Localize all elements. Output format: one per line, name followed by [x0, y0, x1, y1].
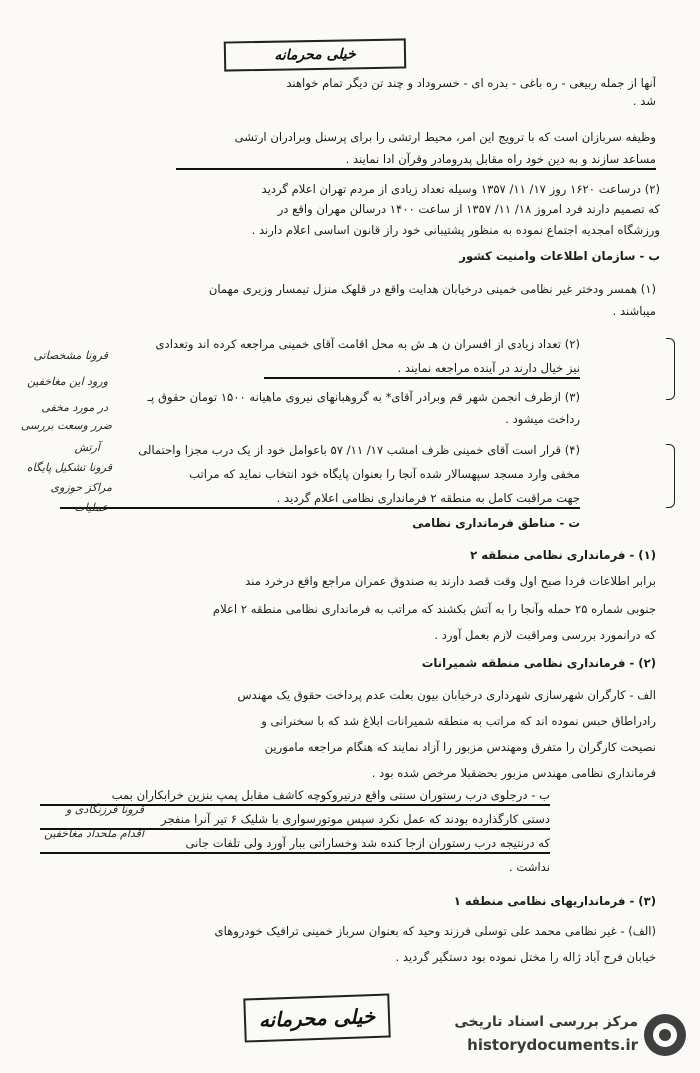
section-heading: ب - سازمان اطلاعات وامنیت کشور: [459, 249, 660, 263]
doc-line: (۴) قرار است آقای خمینی ظرف امشب ۱۷/ ۱۱/ ۵۷ باعوامل خود از یک درب مجزا واحتمالی: [138, 443, 580, 457]
doc-line: جنوبی شماره ۲۵ حمله وآنجا را به آتش بکشند که مراتب به فرمانداری نظامی منطقه ۲ اعلام: [212, 602, 656, 616]
archive-logo-icon: [644, 1014, 686, 1056]
doc-line: (۱) همسر ودختر غیر نظامی خمینی درخیابان هدایت واقع در قلهک منزل تیمسار وزیری مهمان: [208, 282, 656, 296]
doc-line: که درنتیجه درب رستوران ازجا کنده شد وخساراتی ببار آورد ولی تلفات جانی: [40, 834, 550, 854]
archive-logo-url: historydocuments.ir: [467, 1036, 638, 1054]
doc-line: الف - کارگران شهرسازی شهرداری درخیابان بیون بعلت عدم پرداخت حقوق یک مهندس: [237, 688, 656, 702]
doc-line: که تصمیم دارند فرد امروز ۱۸/ ۱۱/ ۱۳۵۷ از ساعت ۱۴۰۰ درسالن مهران واقع در: [277, 202, 660, 216]
header-classification-stamp: خیلی محرمانه: [224, 38, 406, 71]
doc-line: (الف) - غیر نظامی محمد علی توسلی فرزند وحید که بعنوان سرباز خمینی ترافیک خودروهای: [214, 924, 656, 938]
doc-line: ب - درجلوی درب رستوران سنتی واقع درنیروکوچه کاشف مقابل پمپ بنزین خرابکاران بمب: [40, 786, 550, 806]
doc-line: خیابان فرح آباد ژاله را مختل نموده بود دستگیر گردید .: [395, 950, 656, 964]
doc-line: میباشند .: [612, 304, 656, 318]
footer-classification-stamp: خیلی محرمانه: [243, 993, 390, 1042]
doc-line: رادراطاق حبس نموده اند که مراتب به منطقه شمیرانات ابلاغ شد که با سخنرانی و: [261, 714, 656, 728]
doc-line: برابر اطلاعات فردا صبح اول وقت قصد دارند به صندوق عمران مراجع واقع درخرد مند: [245, 574, 656, 588]
handwritten-note: ورود این مغاخفین: [27, 375, 108, 388]
archive-logo: [454, 1010, 692, 1062]
subsection-heading: (۲) - فرمانداری نظامی منطقه شمیرانات: [421, 656, 656, 670]
doc-line: رداخت میشود .: [505, 412, 580, 426]
handwritten-note: قرونا تشکیل پایگاه: [26, 461, 112, 474]
handwritten-note: قرونا فرزنگادی و: [66, 803, 144, 816]
handwritten-note: عملیات: [74, 501, 108, 514]
margin-bracket: [666, 444, 675, 508]
handwritten-note: آرتش: [74, 441, 100, 454]
doc-line: جهت مراقبت کامل به منطقه ۲ فرمانداری نظامی اعلام گردید .: [60, 489, 580, 509]
doc-line: (۲) تعداد زیادی از افسران ن هـ ش به محل اقامت آقای خمینی مراجعه کرده اند وتعدادی: [155, 337, 580, 351]
doc-line: فرمانداری نظامی مهندس مزبور بحضقبلا مرخص شده بود .: [371, 766, 656, 780]
doc-line: (۳) ازطرف انجمن شهر قم وبرادر آقای* به گروهبانهای نیروی ماهیانه ۱۵۰۰ تومان حقوق پـ: [147, 390, 580, 404]
doc-line: نصیحت کارگران را متفرق ومهندس مزبور را آزاد نمایند که هنگام مراجعه مامورین: [264, 740, 656, 754]
archive-logo-title: مرکز بررسی اسناد تاریخی: [454, 1014, 638, 1030]
doc-line: آنها از جمله ربیعی - ره باغی - بدره ای - خسروداد و چند تن دیگر تمام خواهند: [286, 76, 656, 90]
doc-line: دستی کارگذارده بودند که عمل نکرد سپس موتورسواری با شلیک ۶ تیر آنرا منفجر: [40, 810, 550, 830]
doc-line: که درانمورد بررسی ومراقبت لازم بعمل آورد .: [434, 628, 656, 642]
subsection-heading: (۱) - فرمانداری نظامی منطقه ۲: [470, 548, 656, 562]
handwritten-note: قرونا مشخصاتی: [33, 349, 108, 362]
doc-line: (۲) درساعت ۱۶۲۰ روز ۱۷/ ۱۱/ ۱۳۵۷ وسیله تعداد زیادی از مردم تهران اعلام گردید: [261, 182, 660, 196]
doc-line: ورزشگاه امجدیه اجتماع نموده به منظور پشتیبانی خود راز قانون اساسی اعلام دارند .: [251, 223, 660, 237]
handwritten-note: اقدام ملحداد مغاخفین: [44, 827, 144, 840]
doc-line: شد .: [632, 94, 656, 108]
doc-line: مخفی وارد مسجد سپهسالار شده آنجا را بعنوان پایگاه خود انتخاب نماید که مراتب: [189, 467, 580, 481]
section-heading: ت - مناطق فرمانداری نظامی: [412, 516, 580, 530]
doc-line: نیز خیال دارند در آینده مراجعه نمایند .: [264, 359, 580, 379]
subsection-heading: (۳) - فرمانداریهای نظامی منطقه ۱: [453, 894, 656, 908]
doc-line: وظیفه سربازان است که با ترویج این امر، محیط ارتشی را برای پرسنل وبرادران ارتشی: [234, 130, 656, 144]
handwritten-note: مراکز حوزوی: [50, 481, 112, 494]
handwritten-note: در مورد مخفی: [41, 401, 108, 414]
doc-line: مساعد سازند و به دین خود راه مقابل پدرومادر وقرآن ادا نمایند .: [176, 150, 656, 170]
handwritten-note: ضرر وسعت بررسی: [20, 419, 112, 432]
doc-line: نداشت .: [508, 860, 550, 874]
margin-bracket: [666, 338, 675, 400]
